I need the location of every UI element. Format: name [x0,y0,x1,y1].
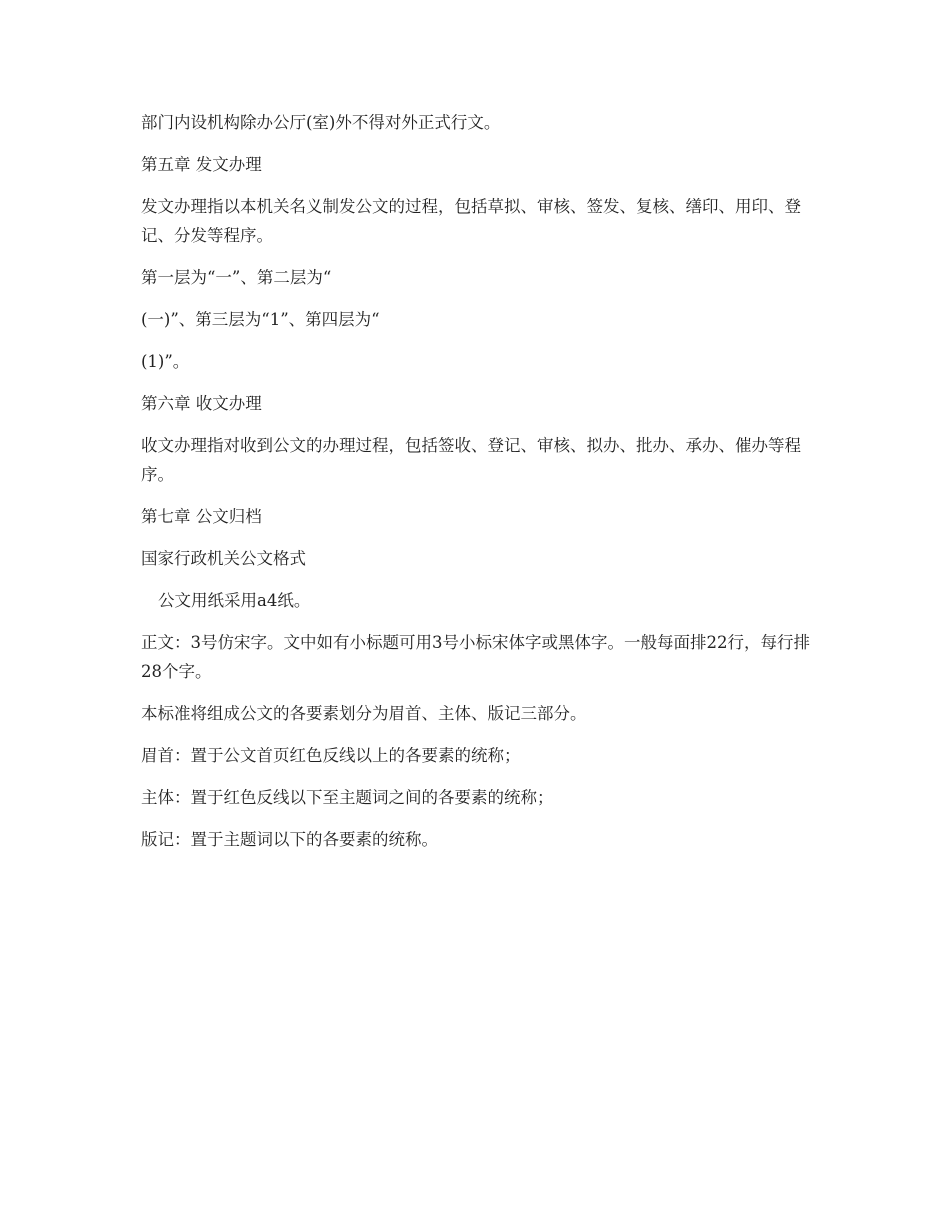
paragraph: 眉首：置于公文首页红色反线以上的各要素的统称； [141,746,521,765]
section-heading: 国家行政机关公文格式 [141,549,306,568]
paragraph: (1)”。 [141,352,190,371]
paragraph: 公文用纸采用a4纸。 [158,591,311,610]
paragraph: 主体：置于红色反线以下至主题词之间的各要素的统称； [141,788,554,807]
paragraph: 本标准将组成公文的各要素划分为眉首、主体、版记三部分。 [141,704,587,723]
paragraph: 第一层为“一”、第二层为“ [141,268,332,287]
paragraph: 收文办理指对收到公文的办理过程，包括签收、登记、审核、拟办、批办、承办、催办等程序。 [141,436,801,484]
paragraph: 发文办理指以本机关名义制发公文的过程，包括草拟、审核、签发、复核、缮印、用印、登记、分发等程序。 [141,197,801,245]
paragraph: 部门内设机构除办公厅(室)外不得对外正式行文。 [141,113,501,132]
chapter-heading: 第五章 发文办理 [141,155,262,174]
chapter-heading: 第七章 公文归档 [141,507,262,526]
document-body [141,108,811,867]
paragraph: 正文：3号仿宋字。文中如有小标题可用3号小标宋体字或黑体字。一般每面排22行，每行排28个字。 [141,633,810,681]
paragraph: 版记：置于主题词以下的各要素的统称。 [141,830,438,849]
chapter-heading: 第六章 收文办理 [141,394,262,413]
paragraph: (一)”、第三层为“1”、第四层为“ [141,310,380,329]
